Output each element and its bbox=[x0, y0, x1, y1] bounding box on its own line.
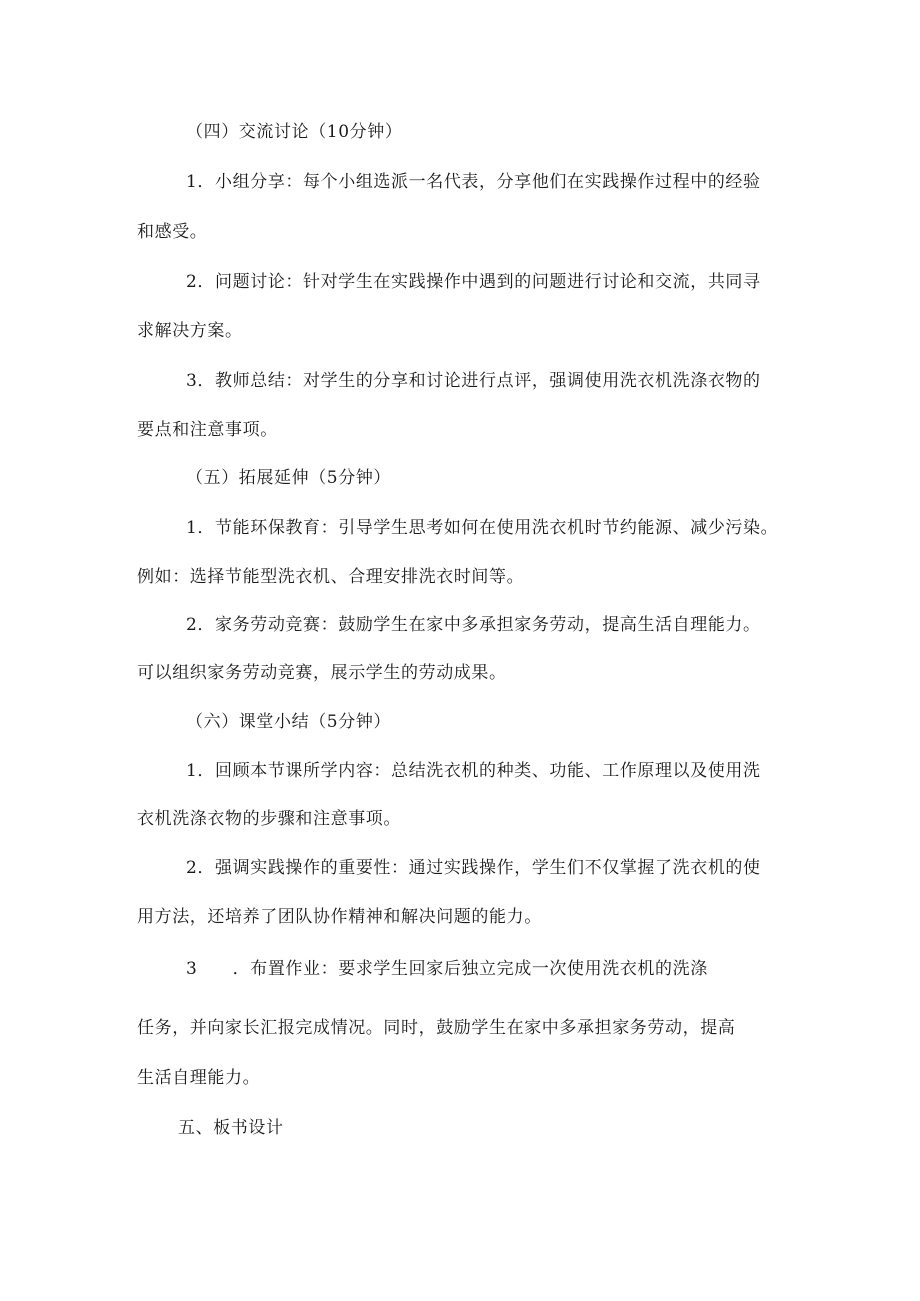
paragraph-line: 2．家务劳动竞赛：鼓励学生在家中多承担家务劳动，提高生活自理能力。 bbox=[186, 615, 761, 635]
section-heading-summary: （六）课堂小结（5分钟） bbox=[186, 712, 392, 732]
paragraph-line: 求解决方案。 bbox=[137, 321, 243, 341]
paragraph-line: 任务，并向家长汇报完成情况。同时，鼓励学生在家中多承担家务劳动，提高 bbox=[137, 1018, 736, 1038]
paragraph-line: 和感受。 bbox=[137, 222, 208, 242]
paragraph-line: 例如：选择节能型洗衣机、合理安排洗衣时间等。 bbox=[137, 567, 525, 587]
paragraph-line: 要点和注意事项。 bbox=[137, 420, 278, 440]
paragraph-line: 可以组织家务劳动竞赛，展示学生的劳动成果。 bbox=[137, 663, 507, 683]
paragraph-line: 衣机洗涤衣物的步骤和注意事项。 bbox=[137, 809, 401, 829]
section-heading-board-design: 五、板书设计 bbox=[178, 1118, 284, 1138]
paragraph-line: 3 ．布置作业：要求学生回家后独立完成一次使用洗衣机的洗涤 bbox=[186, 959, 708, 979]
paragraph-line: 3．教师总结：对学生的分享和讨论进行点评，强调使用洗衣机洗涤衣物的 bbox=[186, 371, 761, 391]
paragraph-line: 2．问题讨论：针对学生在实践操作中遇到的问题进行讨论和交流，共同寻 bbox=[186, 272, 761, 292]
paragraph-line: 1．回顾本节课所学内容：总结洗衣机的种类、功能、工作原理以及使用洗 bbox=[186, 761, 761, 781]
paragraph-line: 2．强调实践操作的重要性：通过实践操作，学生们不仅掌握了洗衣机的使 bbox=[186, 858, 761, 878]
paragraph-line: 生活自理能力。 bbox=[137, 1068, 261, 1088]
paragraph-line: 1．小组分享：每个小组选派一名代表，分享他们在实践操作过程中的经验 bbox=[186, 172, 761, 192]
paragraph-line: 1．节能环保教育：引导学生思考如何在使用洗衣机时节约能源、减少污染。 bbox=[186, 518, 779, 538]
section-heading-discussion: （四）交流讨论（10分钟） bbox=[186, 122, 403, 142]
paragraph-line: 用方法，还培养了团队协作精神和解决问题的能力。 bbox=[137, 907, 542, 927]
section-heading-extension: （五）拓展延伸（5分钟） bbox=[186, 468, 392, 488]
